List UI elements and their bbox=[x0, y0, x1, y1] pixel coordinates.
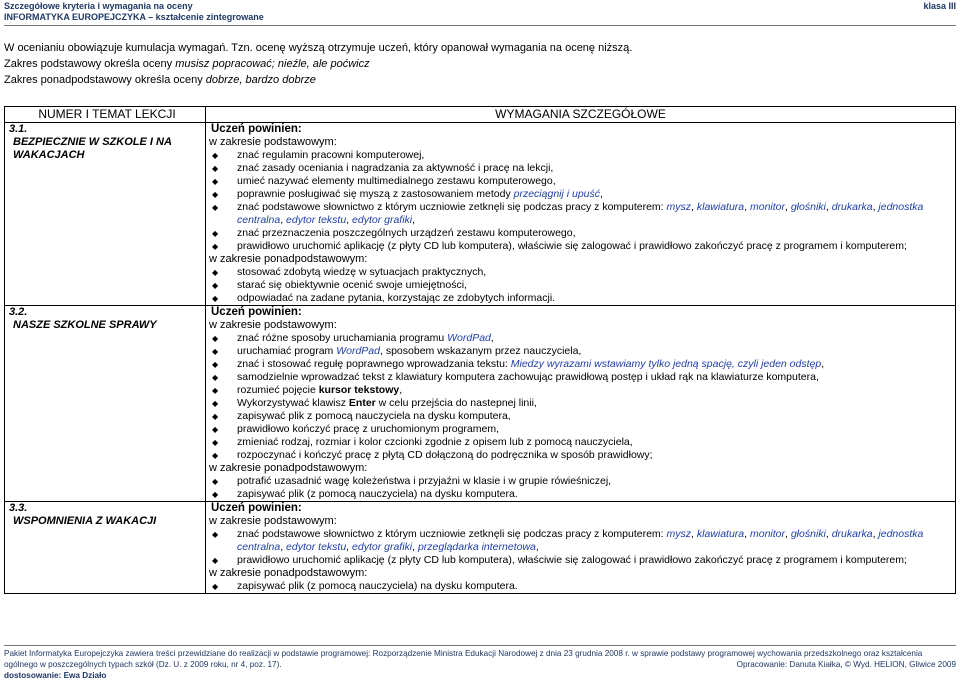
intro-line-3 bbox=[4, 72, 632, 88]
item-term: jednostka centralna bbox=[237, 528, 924, 553]
item-term: monitor bbox=[749, 201, 785, 213]
list-item: ◆ prawidłowo kończyć pracę z uruchomionym programem, bbox=[209, 423, 955, 436]
item-term: Miedzy wyrazami wstawiamy tylko jedną spację, czyli jeden odstęp bbox=[510, 358, 822, 370]
list-item: ◆ potrafić uzasadnić wagę koleżeństwa i przyjaźni w klasie i w grupie rówieśniczej, bbox=[209, 475, 955, 488]
item-text: , bbox=[280, 214, 287, 226]
item-text: , bbox=[872, 201, 879, 213]
advanced-level-label: w zakresie ponadpodstawowym: bbox=[209, 567, 368, 579]
student-should-label: Uczeń powinien: bbox=[211, 306, 302, 318]
item-text: , bbox=[825, 528, 832, 540]
item-text: , bbox=[785, 201, 791, 213]
header-title: Szczegółowe kryteria i wymagania na oceny bbox=[4, 1, 193, 11]
item-text: , bbox=[490, 332, 494, 344]
intro-line-2 bbox=[4, 56, 632, 72]
advanced-level-label: w zakresie ponadpodstawowym: bbox=[209, 462, 368, 474]
list-item: ◆ rozpoczynać i kończyć pracę z płytą CD dołączoną do podręcznika w sposób prawidłowy; bbox=[209, 449, 955, 462]
column-header-lesson: NUMER I TEMAT LEKCJI bbox=[5, 107, 206, 123]
lesson-number: 3.2. bbox=[9, 306, 28, 318]
item-text: , bbox=[691, 528, 697, 540]
list-item: ◆ stosować zdobytą wiedzę w sytuacjach praktycznych, bbox=[209, 266, 955, 279]
item-term: klawiatura bbox=[696, 201, 745, 213]
list-item: ◆ umieć nazywać elementy multimedialnego zestawu komputerowego, bbox=[209, 175, 955, 188]
item-term: edytor grafiki bbox=[352, 214, 413, 226]
basic-level-label: w zakresie podstawowym: bbox=[209, 515, 337, 527]
lesson-cell bbox=[5, 502, 206, 594]
intro-line-1: W ocenianiu obowiązuje kumulacja wymagań. Tzn. ocenę wyższą otrzymuje uczeń, który opanował wymagania na ocenę niższą. bbox=[4, 42, 633, 54]
intro-line-2-italic: musisz popracować; nieźle, ale poćwicz bbox=[175, 58, 370, 70]
item-text: , bbox=[785, 528, 791, 540]
item-text: , bbox=[399, 384, 403, 396]
item-text: poprawnie posługiwać się myszą z zastosowaniem metody bbox=[237, 188, 514, 200]
page-footer bbox=[4, 648, 956, 681]
item-text: znać i stosować regułę poprawnego wprowadzania tekstu: bbox=[237, 358, 511, 370]
student-should-label: Uczeń powinien: bbox=[211, 502, 302, 514]
list-item: ◆ starać się obiektywnie ocenić swoje umiejętności, bbox=[209, 279, 955, 292]
item-text: , bbox=[744, 528, 750, 540]
basic-requirements-list bbox=[209, 528, 955, 567]
item-text: znać podstawowe słownictwo z którym uczniowie zetknęli się podczas pracy z komputerem: bbox=[237, 528, 667, 540]
item-text: , sposobem wskazanym przez nauczyciela, bbox=[380, 345, 582, 357]
item-term: monitor bbox=[749, 528, 785, 540]
intro-line-3-text: Zakres ponadpodstawowy określa oceny bbox=[4, 74, 206, 86]
footer-line-2: ogólnego w poszczególnych typach szkół (Dz. U. z 2009 roku, nr 4, poz. 17). bbox=[4, 660, 282, 669]
list-item bbox=[209, 332, 955, 345]
column-header-requirements: WYMAGANIA SZCZEGÓŁOWE bbox=[206, 107, 956, 123]
item-term: WordPad bbox=[336, 345, 380, 357]
item-text: , bbox=[600, 188, 603, 200]
item-term: drukarka bbox=[831, 201, 873, 213]
item-text: , bbox=[346, 214, 353, 226]
item-term: WordPad bbox=[447, 332, 491, 344]
requirements-cell bbox=[206, 306, 956, 502]
list-item: ◆ zmieniać rodzaj, rozmiar i kolor czcionki zgodnie z opisem lub z pomocą nauczyciela, bbox=[209, 436, 955, 449]
item-text: , bbox=[280, 541, 287, 553]
item-term: Enter bbox=[348, 397, 376, 409]
item-text: Wykorzystywać klawisz bbox=[237, 397, 349, 409]
intro-line-2-text: Zakres podstawowy określa oceny bbox=[4, 58, 176, 70]
footer-line-1: Pakiet Informatyka Europejczyka zawiera treści przewidziane do realizacji w podstawie programowej: Rozporządzenie Ministra Edukacji Narodowej z dnia 23 grudnia 2008 r. w sprawie podstawy programowej wychowania przedszkolnego oraz kształcenia bbox=[4, 649, 923, 658]
item-text: w celu przejścia do nastepnej linii, bbox=[375, 397, 537, 409]
item-term: przeglądarka internetowa bbox=[417, 541, 536, 553]
lesson-title: WSPOMNIENIA Z WAKACJI bbox=[13, 515, 157, 527]
item-text: znać podstawowe słownictwo z którym uczniowie zetknęli się podczas pracy z komputerem: bbox=[237, 201, 667, 213]
item-term: edytor grafiki bbox=[352, 541, 413, 553]
header-class: klasa III bbox=[923, 1, 956, 11]
intro-text bbox=[4, 40, 632, 88]
lesson-cell bbox=[5, 306, 206, 502]
advanced-requirements-list bbox=[209, 580, 955, 593]
list-item: ◆ znać zasady oceniania i nagradzania za aktywność i pracę na lekcji, bbox=[209, 162, 955, 175]
requirements-table bbox=[4, 106, 956, 594]
list-item: ◆ prawidłowo uruchomić aplikację (z płyty CD lub komputera), właściwie się zalogować i prawidłowo zakończyć pracę z programem i komputerem; bbox=[209, 240, 955, 253]
item-text: , bbox=[412, 214, 416, 226]
list-item: ◆ znać regulamin pracowni komputerowej, bbox=[209, 149, 955, 162]
list-item bbox=[209, 358, 955, 371]
advanced-level-label: w zakresie ponadpodstawowym: bbox=[209, 253, 368, 265]
item-term: przeciągnij i upuść bbox=[513, 188, 601, 200]
item-term: edytor tekstu bbox=[286, 214, 347, 226]
lesson-title: NASZE SZKOLNE SPRAWY bbox=[13, 319, 157, 331]
item-term: kursor tekstowy bbox=[318, 384, 400, 396]
list-item bbox=[209, 397, 955, 410]
table-row bbox=[5, 123, 956, 306]
item-text: , bbox=[821, 358, 825, 370]
item-text: uruchamiać program bbox=[237, 345, 337, 357]
table-row bbox=[5, 502, 956, 594]
lesson-cell bbox=[5, 123, 206, 306]
header-subtitle: INFORMATYKA EUROPEJCZYKA – kształcenie zintegrowane bbox=[4, 12, 264, 22]
list-item: ◆ znać przeznaczenia poszczególnych urządzeń zestawu komputerowego, bbox=[209, 227, 955, 240]
list-item bbox=[209, 188, 955, 201]
item-text: , bbox=[825, 201, 832, 213]
item-term: głośniki bbox=[790, 201, 826, 213]
footer-adaptation: dostosowanie: Ewa Działo bbox=[4, 671, 107, 680]
item-term: głośniki bbox=[790, 528, 826, 540]
item-text: , bbox=[346, 541, 353, 553]
student-should-label: Uczeń powinien: bbox=[211, 123, 302, 135]
item-text: rozumieć pojęcie bbox=[237, 384, 319, 396]
item-term: mysz bbox=[666, 201, 692, 213]
list-item: ◆ zapisywać plik (z pomocą nauczyciela) na dysku komputera. bbox=[209, 488, 955, 501]
list-item: ◆ prawidłowo uruchomić aplikację (z płyty CD lub komputera), właściwie się zalogować i prawidłowo zakończyć pracę z programem i komputerem; bbox=[209, 554, 955, 567]
item-term: edytor tekstu bbox=[286, 541, 347, 553]
item-text: , bbox=[535, 541, 539, 553]
item-term: jednostka centralna bbox=[237, 201, 924, 226]
requirements-cell bbox=[206, 123, 956, 306]
advanced-requirements-list bbox=[209, 475, 955, 501]
item-text: , bbox=[744, 201, 750, 213]
table-header-row bbox=[5, 107, 956, 123]
list-item bbox=[209, 345, 955, 358]
list-item: ◆ odpowiadać na zadane pytania, korzystając ze zdobytych informacji. bbox=[209, 292, 955, 305]
list-item: ◆ samodzielnie wprowadzać tekst z klawiatury komputera zachowując prawidłową postęp i układ rąk na klawiaturze komputera, bbox=[209, 371, 955, 384]
lesson-number: 3.1. bbox=[9, 123, 28, 135]
requirements-cell bbox=[206, 502, 956, 594]
item-text: , bbox=[412, 541, 418, 553]
lesson-number: 3.3. bbox=[9, 502, 28, 514]
item-text: , bbox=[872, 528, 879, 540]
footer-divider bbox=[4, 645, 956, 646]
advanced-requirements-list bbox=[209, 266, 955, 305]
list-item bbox=[209, 201, 955, 227]
header-divider bbox=[4, 25, 956, 26]
list-item: ◆ zapisywać plik z pomocą nauczyciela na dysku komputera, bbox=[209, 410, 955, 423]
item-text: , bbox=[691, 201, 697, 213]
item-term: drukarka bbox=[831, 528, 873, 540]
list-item: ◆ zapisywać plik (z pomocą nauczyciela) na dysku komputera. bbox=[209, 580, 955, 593]
item-term: mysz bbox=[666, 528, 692, 540]
item-text: znać różne sposoby uruchamiania programu bbox=[237, 332, 448, 344]
basic-level-label: w zakresie podstawowym: bbox=[209, 319, 337, 331]
page-header bbox=[4, 1, 956, 23]
basic-requirements-list bbox=[209, 149, 955, 253]
table-row bbox=[5, 306, 956, 502]
basic-requirements-list bbox=[209, 332, 955, 462]
lesson-title: BEZPIECZNIE W SZKOLE I NA WAKACJACH bbox=[13, 136, 172, 161]
item-term: klawiatura bbox=[696, 528, 745, 540]
footer-author: Opracowanie: Danuta Kiałka, © Wyd. HELION, Gliwice 2009 bbox=[736, 660, 956, 669]
intro-line-3-italic: dobrze, bardzo dobrze bbox=[205, 74, 316, 86]
list-item bbox=[209, 528, 955, 554]
list-item bbox=[209, 384, 955, 397]
basic-level-label: w zakresie podstawowym: bbox=[209, 136, 337, 148]
